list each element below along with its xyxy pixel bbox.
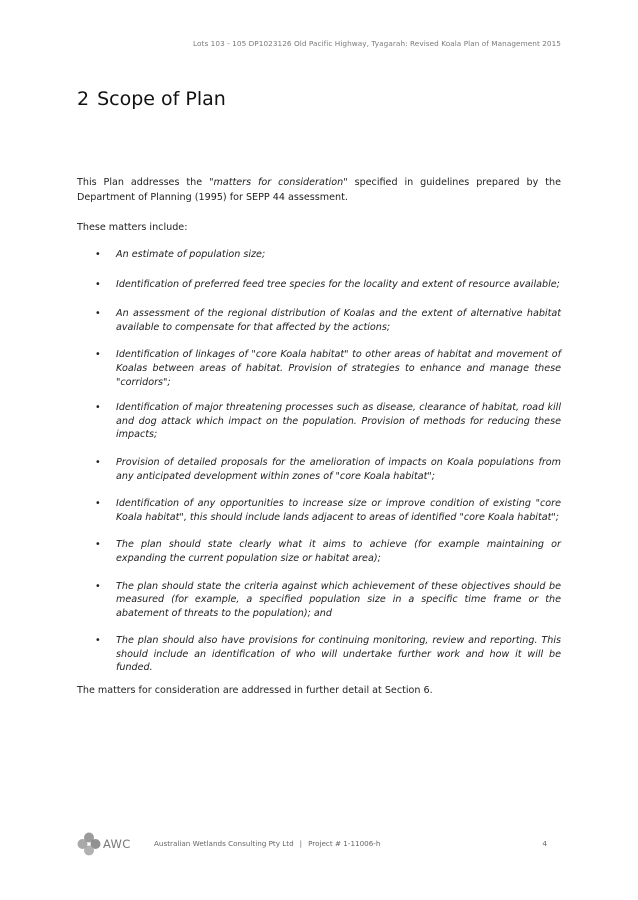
list-item <box>77 278 561 292</box>
footer-separator: | <box>299 839 303 848</box>
page-number: 4 <box>542 839 547 848</box>
running-header: Lots 103 - 105 DP1023126 Old Pacific Highway, Tyagarah: Revised Koala Plan of Management 2015 <box>193 39 561 48</box>
matters-lead: These matters include: <box>77 222 188 233</box>
matters-list <box>77 248 561 675</box>
bullet-icon: • <box>95 402 101 414</box>
bullet-icon: • <box>95 635 101 647</box>
list-item-text: Identification of linkages of "core Koala habitat" to other areas of habitat and movement of Koalas between areas of habitat. Provision of strategies to enhance and manage these "corridors"; <box>116 349 561 388</box>
list-item-text: Identification of preferred feed tree species for the locality and extent of resource available; <box>116 278 560 290</box>
section-heading <box>77 88 226 110</box>
footer-info <box>154 839 380 848</box>
bullet-icon: • <box>95 456 101 468</box>
intro-paragraph <box>77 175 561 205</box>
company-name: Australian Wetlands Consulting Pty Ltd <box>154 839 294 848</box>
list-item <box>77 348 561 389</box>
list-item-text: Identification of any opportunities to increase size or improve condition of existing "core Koala habitat", this should include lands adjacent to areas of identified "core Koala habitat"; <box>116 498 561 523</box>
list-item <box>77 580 561 621</box>
page-footer <box>77 832 561 856</box>
list-item <box>77 538 561 565</box>
bullet-icon: • <box>95 498 101 510</box>
intro-text-before: This Plan addresses the <box>77 177 210 188</box>
intro-text-after: specified in guidelines prepared by the Department of Planning (1995) for SEPP 44 assessment. <box>77 177 561 203</box>
list-item <box>77 497 561 524</box>
list-item-text: An assessment of the regional distribution of Koalas and the extent of alternative habitat available to compensate for that affected by the actions; <box>116 308 561 333</box>
list-item-text: An estimate of population size; <box>116 249 266 260</box>
section-title: Scope of Plan <box>97 88 226 110</box>
list-item <box>77 307 561 334</box>
list-item <box>77 456 561 483</box>
logo-text: AWC <box>103 837 131 851</box>
awc-logo-icon <box>77 832 101 856</box>
bullet-icon: • <box>95 539 101 551</box>
intro-emphasis: "matters for consideration" <box>209 177 348 188</box>
list-item <box>77 401 561 442</box>
project-number: Project # 1-11006-h <box>308 839 381 848</box>
bullet-icon: • <box>95 349 101 361</box>
bullet-icon: • <box>95 580 101 592</box>
section-number: 2 <box>77 88 90 110</box>
list-item-text: Identification of major threatening processes such as disease, clearance of habitat, road kill and dog attack which impact on the population. Provision of methods for reducing these impacts; <box>116 402 561 441</box>
list-item-text: Provision of detailed proposals for the amelioration of impacts on Koala populations from any anticipated development within zones of "core Koala habitat"; <box>116 456 561 482</box>
list-item-text: The plan should state clearly what it aims to achieve (for example maintaining or expanding the current population size or habitat area); <box>116 539 561 564</box>
list-item <box>77 634 561 675</box>
list-item-text: The plan should state the criteria against which achievement of these objectives should be measured (for example, a specified population size in a specific time frame or the abatement of threats to the population); and <box>116 580 561 619</box>
list-item <box>77 248 561 262</box>
bullet-icon: • <box>95 278 101 290</box>
closing-paragraph: The matters for consideration are addressed in further detail at Section 6. <box>77 685 433 696</box>
bullet-icon: • <box>95 249 101 260</box>
list-item-text: The plan should also have provisions for continuing monitoring, review and reporting. This should include an identification of who will undertake further work and how it will be funded. <box>116 635 561 674</box>
bullet-icon: • <box>95 308 101 320</box>
